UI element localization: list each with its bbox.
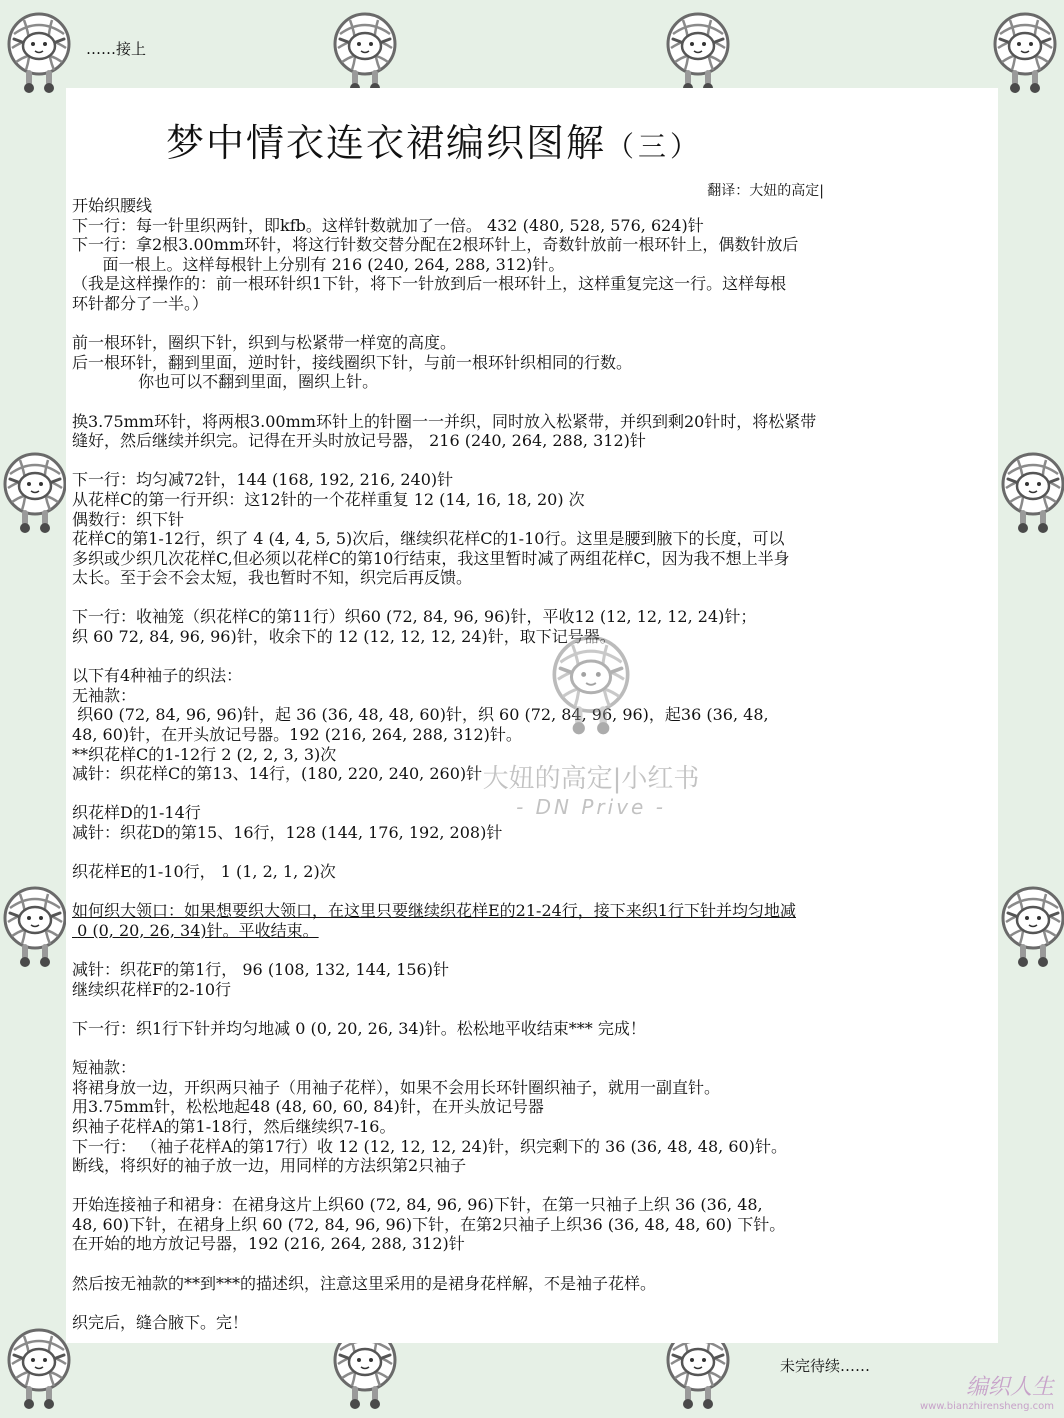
paragraph-gap	[72, 882, 998, 902]
title-text: 梦中情衣连衣裙编织图解	[166, 121, 607, 165]
instruction-line: 织花样E的1-10行， 1 (1, 2, 1, 2)次	[72, 862, 336, 882]
instruction-line: 织袖子花样A的第1-18行，然后继续织7-16。	[72, 1116, 396, 1136]
watermark-text: 大妞的高定|小红书	[482, 764, 700, 794]
instruction-line: 开始连接袖子和裙身：在裙身这片上织60 (72, 84, 96, 96)下针，在第一只袖子上织 36 (36, 48,	[72, 1195, 763, 1215]
instruction-line: 如何织大领口：如果想要织大领口，在这里只要继续织花样E的21-24行，接下来织1行下针并均匀地减	[72, 901, 796, 921]
paragraph-gap	[72, 451, 998, 471]
paragraph-gap	[72, 843, 998, 863]
instruction-line: 以下有4种袖子的织法：	[72, 666, 243, 686]
instruction-line: 织 60 72, 84, 96, 96)针，收余下的 12 (12, 12, 12, 24)针，取下记号器。	[72, 627, 616, 647]
paragraph-gap	[72, 647, 998, 667]
instruction-line: 48, 60)下针，在裙身上织 60 (72, 84, 96, 96)下针，在第2只袖子上织36 (36, 48, 48, 60) 下针。	[72, 1214, 786, 1234]
instruction-line: 短袖款：	[72, 1058, 137, 1078]
paragraph-gap	[72, 1176, 998, 1196]
instruction-line: 太长。至于会不会太短，我也暂时不知，织完后再反馈。	[72, 568, 473, 588]
translator-credit: 翻译：大妞的高定|	[707, 183, 824, 199]
instruction-line: 下一行： （袖子花样A的第17行）收 12 (12, 12, 12, 24)针，织完剩下的 36 (36, 48, 48, 60)针。	[72, 1136, 787, 1156]
instruction-line: 开始织腰线	[72, 196, 153, 215]
site-logo	[920, 1370, 1054, 1412]
paragraph-gap	[72, 941, 998, 961]
instruction-line: 将裙身放一边，开织两只袖子（用袖子花样），如果不会用长环针圈织袖子，就用一副直针。	[72, 1077, 721, 1097]
instruction-line: 然后按无袖款的**到***的描述织，注意这里采用的是裙身花样解，不是袖子花样。	[72, 1273, 657, 1293]
instruction-line: 继续织花样F的2-10行	[72, 979, 232, 999]
instruction-line: 用3.75mm针，松松地起48 (48, 60, 60, 84)针，在开头放记号器	[72, 1097, 544, 1117]
instruction-line: 花样C的第1-12行，织了 4 (4, 4, 5, 5)次后，继续织花样C的1-10行。这里是腰到腋下的长度，可以	[72, 529, 785, 549]
instruction-line: 织完后，缝合腋下。完！	[72, 1312, 249, 1332]
sheep-icon	[663, 6, 733, 96]
sheep-icon	[330, 6, 400, 96]
paragraph-gap	[72, 314, 998, 334]
instruction-line: 多织或少织几次花样C,但必须以花样C的第10行结束，我这里暂时减了两组花样C，因为我不想上半身	[72, 548, 790, 568]
paragraph-gap	[72, 1293, 998, 1313]
instruction-line: 面一根上。这样每根针上分别有 216 (240, 264, 288, 312)针。	[72, 254, 565, 274]
instruction-line: 在开始的地方放记号器，192 (216, 264, 288, 312)针	[72, 1234, 465, 1254]
instruction-line: 0 (0, 20, 26, 34)针。平收结束。	[72, 920, 319, 940]
instruction-line: 缝好，然后继续并织完。记得在开头时放记号器， 216 (240, 264, 288, 312)针	[72, 431, 646, 451]
instruction-line: 织花样D的1-14行	[72, 803, 201, 823]
instruction-line: 换3.75mm环针，将两根3.00mm环针上的针圈一一并织，同时放入松紧带，并织到剩20针时，将松紧带	[72, 411, 817, 431]
instruction-line: 前一根环针，圈织下针，织到与松紧带一样宽的高度。	[72, 333, 457, 353]
instruction-line: 从花样C的第一行开织：这12针的一个花样重复 12 (14, 16, 18, 20) 次	[72, 489, 585, 509]
instruction-line: 下一行：收袖笼（织花样C的第11行）织60 (72, 84, 96, 96)针，平收12 (12, 12, 12, 24)针；	[72, 607, 757, 627]
pattern-instructions	[72, 196, 998, 1332]
paragraph-gap	[72, 392, 998, 412]
to-be-continued-note: 未完待续……	[780, 1357, 871, 1375]
instruction-line: 下一行：均匀减72针，144 (168, 192, 216, 240)针	[72, 470, 454, 490]
sheep-icon	[0, 880, 70, 970]
instruction-line: 后一根环针，翻到里面，逆时针，接线圈织下针，与前一根环针织相同的行数。	[72, 352, 633, 372]
sheep-icon	[4, 1322, 74, 1412]
instruction-line: 断线，将织好的袖子放一边，用同样的方法织第2只袖子	[72, 1156, 467, 1176]
sheep-icon	[998, 880, 1064, 970]
instruction-line: 下一行：每一针里织两针，即kfb。这样针数就加了一倍。 432 (480, 528, 576, 624)针	[72, 215, 704, 235]
paragraph-gap	[72, 1254, 998, 1274]
watermark-subtext: - DN Prive -	[516, 795, 666, 819]
sheep-icon	[998, 446, 1064, 536]
instruction-line: （我是这样操作的：前一根环针织1下针，将下一针放到后一根环针上，这样重复完这一行。这样每根	[72, 274, 787, 294]
instruction-line: 织60 (72, 84, 96, 96)针，起 36 (36, 48, 48, 60)针，织 60 (72, 84, 96, 96)，起36 (36, 48,	[72, 705, 769, 725]
instruction-line: 减针：织花F的第1行， 96 (108, 132, 144, 156)针	[72, 960, 449, 980]
site-logo-name: 编织人生	[965, 1375, 1054, 1400]
paragraph-gap	[72, 588, 998, 608]
paragraph-gap	[72, 1039, 998, 1059]
instruction-line: 无袖款：	[72, 685, 137, 705]
pattern-page	[66, 88, 998, 1343]
instruction-line: 下一行：拿2根3.00mm环针，将这行针数交替分配在2根环针上，奇数针放前一根环针上，偶数针放后	[72, 235, 799, 255]
instruction-line: 48, 60)针，在开头放记号器。192 (216, 264, 288, 312)针。	[72, 725, 522, 745]
instruction-line: **织花样C的1-12行 2 (2, 2, 3, 3)次	[72, 744, 337, 764]
sheep-icon	[4, 6, 74, 96]
instruction-line: 偶数行：织下针	[72, 509, 185, 529]
site-logo-url: www.bianzhirensheng.com	[919, 1401, 1054, 1412]
paragraph-gap	[72, 999, 998, 1019]
page-title	[166, 112, 866, 167]
instruction-line: 减针：织花样C的第13、14行，(180, 220, 240, 260)针	[72, 764, 483, 784]
instruction-line: 你也可以不翻到里面，圈织上针。	[72, 372, 379, 392]
sheep-icon	[0, 446, 70, 536]
instruction-line: 下一行：织1行下针并均匀地减 0 (0, 20, 26, 34)针。松松地平收结束*** 完成！	[72, 1018, 646, 1038]
instruction-line: 减针：织花D的第15、16行，128 (144, 176, 192, 208)针	[72, 823, 503, 842]
continued-from-note: ……接上	[86, 40, 147, 58]
instruction-line: 环针都分了一半。）	[72, 293, 209, 313]
sheep-icon	[990, 6, 1060, 96]
title-part: （三）	[606, 130, 703, 163]
paragraph-gap	[72, 784, 998, 804]
